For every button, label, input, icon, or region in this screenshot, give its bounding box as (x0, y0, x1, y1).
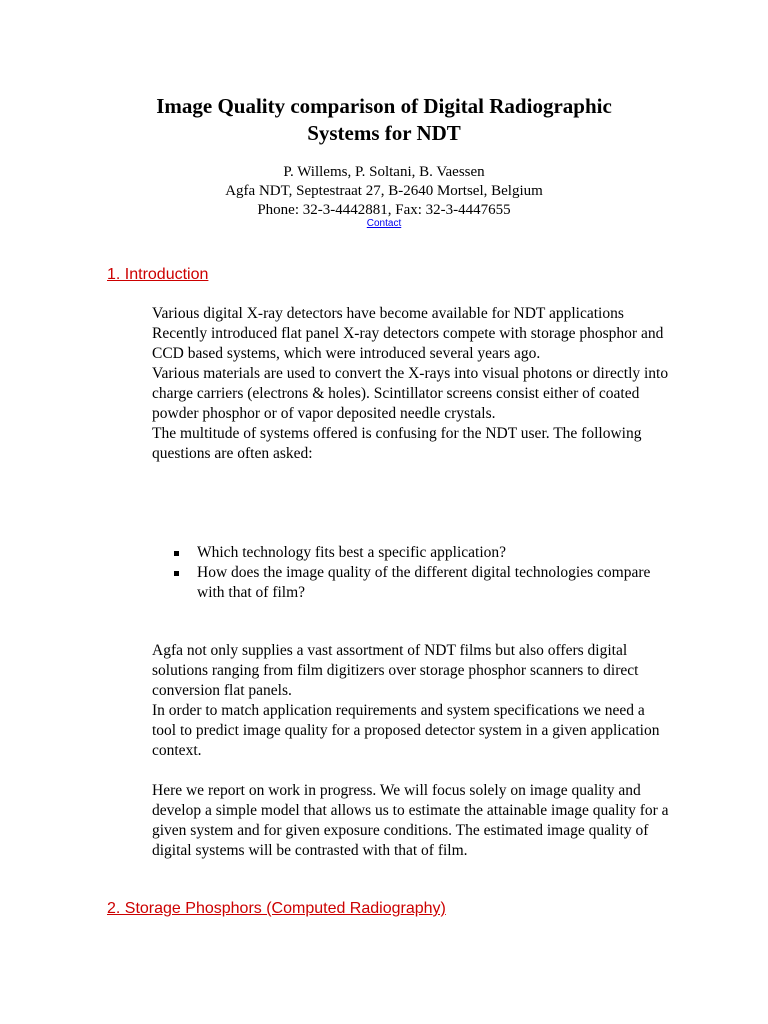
paragraph: Various digital X-ray detectors have become available for NDT applications (152, 305, 624, 322)
list-item-text: How does the image quality of the different digital technologies compare with that of film? (197, 564, 651, 601)
list-item-text: Which technology fits best a specific application? (197, 544, 507, 561)
title-line-1: Image Quality comparison of Digital Radiographic (156, 94, 612, 118)
section-heading-storage-phosphors: 2. Storage Phosphors (Computed Radiography) (107, 900, 446, 917)
paragraph: Here we report on work in progress. We will focus solely on image quality and develop a simple model that allows us to estimate the attainable image quality for a given system and for given exposure conditions. The estimated image quality of digital systems will be contrasted with that of film. (152, 782, 669, 859)
list-item (152, 543, 672, 563)
work-in-progress-paragraph (152, 781, 672, 861)
question-list (152, 543, 672, 603)
bullet-square-icon (174, 551, 179, 556)
paragraph: Various materials are used to convert the X-rays into visual photons or directly into charge carriers (electrons & holes). Scintillator screens consist either of coated powder phosphor or of vapor deposited needle crystals. (152, 365, 669, 422)
paragraph: Agfa not only supplies a vast assortment of NDT films but also offers digital solutions ranging from film digitizers over storage phosphor scanners to direct conversion flat panels. (152, 642, 639, 699)
paragraph: In order to match application requirements and system specifications we need a tool to predict image quality for a proposed detector system in a given application context. (152, 702, 660, 759)
list-item (152, 563, 672, 603)
paragraph: Recently introduced flat panel X-ray detectors compete with storage phosphor and CCD based systems, which were introduced several years ago. (152, 325, 664, 362)
author-address: Agfa NDT, Septestraat 27, B-2640 Mortsel, Belgium (225, 183, 543, 199)
agfa-paragraphs (152, 641, 672, 761)
author-block (0, 163, 768, 220)
document-title (0, 93, 768, 147)
contact-link[interactable]: Contact (366, 218, 402, 229)
section-heading-introduction: 1. Introduction (107, 266, 209, 283)
title-line-2: Systems for NDT (307, 121, 461, 145)
paragraph: The multitude of systems offered is confusing for the NDT user. The following questions are often asked: (152, 425, 642, 462)
author-phone: Phone: 32-3-4442881, Fax: 32-3-4447655 (257, 202, 511, 218)
intro-paragraphs (152, 304, 672, 464)
author-names: P. Willems, P. Soltani, B. Vaessen (283, 164, 485, 180)
bullet-square-icon (174, 571, 179, 576)
